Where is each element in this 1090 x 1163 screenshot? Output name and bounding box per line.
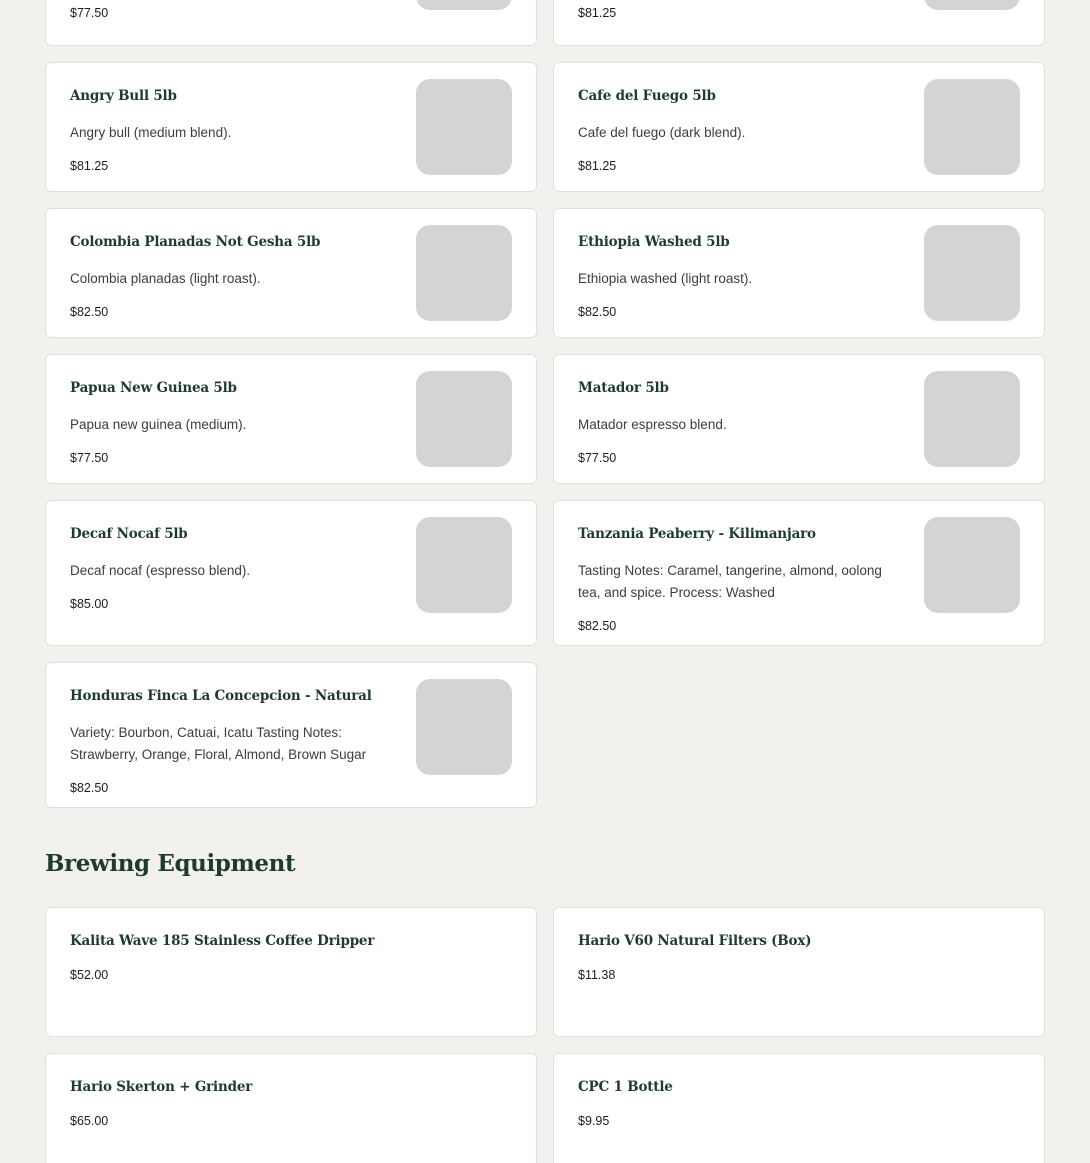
menu-item-name: Cafe del Fuego 5lb (578, 88, 716, 104)
menu-item-price: $81.25 (70, 159, 109, 173)
menu-item-info (70, 87, 392, 174)
menu-item-name: Honduras Finca La Concepcion - Natural (70, 688, 372, 704)
menu-item-info (578, 932, 1018, 983)
menu-item-price: $77.50 (578, 451, 617, 465)
menu-item-name: Matador 5lb (578, 380, 669, 396)
menu-item-image-placeholder (924, 517, 1020, 613)
menu-item-info (578, 525, 900, 634)
menu-item-card[interactable] (45, 662, 537, 808)
menu-item-description: Cafe del fuego (dark blend). (578, 125, 746, 140)
menu-item-image-placeholder (924, 225, 1020, 321)
menu-item-card[interactable] (553, 907, 1045, 1037)
menu-item-card[interactable] (553, 0, 1045, 46)
menu-item-info (70, 1078, 510, 1129)
menu-item-description: Papua new guinea (medium). (70, 417, 247, 432)
menu-item-image-placeholder (416, 679, 512, 775)
menu-item-price: $82.50 (578, 305, 617, 319)
menu-item-price: $11.38 (578, 968, 616, 982)
menu-item-name: Decaf Nocaf 5lb (70, 526, 188, 542)
menu-item-image-placeholder (416, 371, 512, 467)
menu-item-card[interactable] (45, 62, 537, 192)
menu-item-price: $77.50 (70, 451, 109, 465)
menu-item-card[interactable] (45, 354, 537, 484)
menu-item-name: Hario V60 Natural Filters (Box) (578, 933, 812, 949)
menu-item-card[interactable] (45, 500, 537, 646)
menu-item-info (70, 379, 392, 466)
menu-item-name: CPC 1 Bottle (578, 1079, 673, 1095)
section-title-brewing-equipment: Brewing Equipment (45, 850, 296, 877)
menu-item-card[interactable] (553, 500, 1045, 646)
menu-item-info (578, 1078, 1018, 1129)
menu-item-price: $9.95 (578, 1114, 610, 1128)
menu-item-description: Variety: Bourbon, Catuai, Icatu Tasting Notes: Strawberry, Orange, Floral, Almond, Brown Sugar (70, 725, 367, 762)
menu-item-name: Hario Skerton + Grinder (70, 1079, 253, 1095)
menu-item-price: $85.00 (70, 597, 109, 611)
menu-item-image-placeholder (416, 79, 512, 175)
menu-item-info (578, 379, 900, 466)
menu-item-image-placeholder (924, 79, 1020, 175)
menu-item-card[interactable] (553, 1053, 1045, 1163)
menu-item-card[interactable] (553, 354, 1045, 484)
menu-item-price: $52.00 (70, 968, 109, 982)
menu-item-image-placeholder (924, 371, 1020, 467)
menu-item-name: Papua New Guinea 5lb (70, 380, 237, 396)
menu-item-price: $77.50 (70, 6, 109, 20)
menu-item-card[interactable] (553, 208, 1045, 338)
menu-item-name: Tanzania Peaberry - Kilimanjaro (578, 526, 816, 542)
menu-item-price: $82.50 (70, 781, 109, 795)
menu-item-card[interactable] (553, 62, 1045, 192)
menu-item-description: Colombia planadas (light roast). (70, 271, 261, 286)
menu-item-price: $82.50 (578, 619, 617, 633)
menu-item-image-placeholder (416, 517, 512, 613)
menu-item-card[interactable] (45, 208, 537, 338)
menu-item-price: $65.00 (70, 1114, 109, 1128)
menu-item-price: $81.25 (578, 6, 617, 20)
menu-item-description: Matador espresso blend. (578, 417, 727, 432)
menu-item-card[interactable] (45, 0, 537, 46)
menu-item-price: $81.25 (578, 159, 617, 173)
menu-item-image-placeholder (416, 225, 512, 321)
menu-item-info (70, 233, 392, 320)
menu-item-info (70, 687, 392, 796)
menu-item-info (70, 525, 392, 612)
menu-item-info (70, 932, 510, 983)
menu-item-description: Tasting Notes: Caramel, tangerine, almond, oolong tea, and spice. Process: Washed (578, 563, 882, 600)
menu-item-card[interactable] (45, 907, 537, 1037)
menu-item-info (578, 233, 900, 320)
menu-item-name: Colombia Planadas Not Gesha 5lb (70, 234, 321, 250)
menu-item-price: $82.50 (70, 305, 109, 319)
menu-item-image-placeholder (416, 0, 512, 10)
menu-item-name: Ethiopia Washed 5lb (578, 234, 730, 250)
menu-item-info (578, 87, 900, 174)
menu-item-card[interactable] (45, 1053, 537, 1163)
menu-item-description: Angry bull (medium blend). (70, 125, 232, 140)
menu-item-name: Angry Bull 5lb (70, 88, 177, 104)
menu-item-name: Kalita Wave 185 Stainless Coffee Dripper (70, 933, 375, 949)
menu-item-description: Ethiopia washed (light roast). (578, 271, 753, 286)
menu-item-description: Decaf nocaf (espresso blend). (70, 563, 251, 578)
menu-item-image-placeholder (924, 0, 1020, 10)
